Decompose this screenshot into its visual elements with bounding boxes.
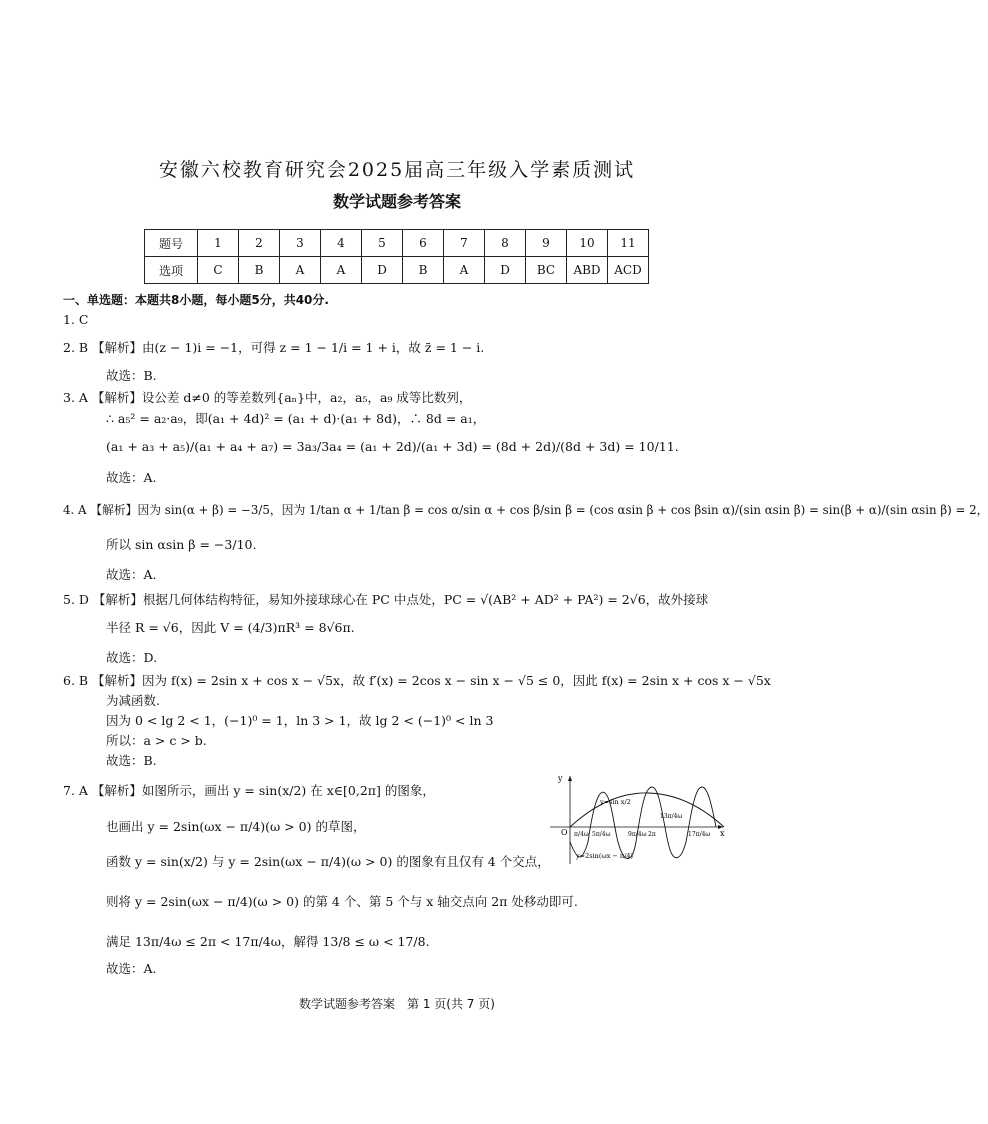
- q7-solution-line: 7. A 【解析】如图所示，画出 y = sin(x/2) 在 x∈[0,2π] 的图象，: [63, 783, 435, 798]
- q2-choice: 故选：B.: [106, 368, 157, 383]
- q5-solution-line: 半径 R = √6，因此 V = (4/3)πR³ = 8√6π.: [106, 620, 355, 635]
- page-subtitle: 数学试题参考答案: [332, 192, 461, 211]
- answer-table-number-row: [145, 230, 649, 257]
- tick-label: π/4ω: [574, 831, 589, 838]
- sine-omega-curve: [570, 787, 716, 859]
- q7-choice: 故选：A.: [106, 961, 157, 976]
- answer-cell: A: [444, 257, 485, 284]
- q4-solution-line: 4. A 【解析】因为 sin(α + β) = −3/5，因为 1/tan α + 1/tan β = cos α/sin α + cos β/sin β = (cos αsin β + cos βsin α)/(sin αsin β) = sin(β + α)/(sin αsin β) = 2，: [63, 503, 988, 517]
- q4-solution-line: 所以 sin αsin β = −3/10.: [106, 537, 257, 552]
- q7-solution-line: 则将 y = 2sin(ωx − π/4)(ω > 0) 的第 4 个、第 5 个与 x 轴交点向 2π 处移动即可.: [106, 894, 578, 909]
- q6-solution-line: 所以：a > c > b.: [106, 733, 207, 748]
- q2-solution: 2. B 【解析】由(z − 1)i = −1，可得 z = 1 − 1/i = 1 + i，故 z̄ = 1 − i.: [63, 340, 485, 355]
- tick-label: 5π/4ω: [592, 831, 611, 838]
- q3-solution-line: ∴ a₅² = a₂·a₉，即(a₁ + 4d)² = (a₁ + d)·(a₁ + 8d)，∴ 8d = a₁，: [106, 411, 486, 426]
- tick-label: 17π/4ω: [688, 831, 711, 838]
- answer-cell: D: [362, 257, 403, 284]
- tick-label: 9π/4ω: [628, 831, 647, 838]
- y-axis-label: y: [558, 774, 563, 783]
- origin-label: O: [561, 828, 568, 837]
- q6-choice: 故选：B.: [106, 753, 157, 768]
- curve-label: y=sin x/2: [600, 798, 631, 806]
- tick-label: 13π/4ω: [660, 813, 683, 820]
- q7-graph-figure: [548, 772, 728, 867]
- page-footer: 数学试题参考答案 第 1 页(共 7 页): [299, 997, 495, 1011]
- answer-cell: C: [198, 257, 239, 284]
- q7-solution-line: 函数 y = sin(x/2) 与 y = 2sin(ωx − π/4)(ω > 0) 的图象有且仅有 4 个交点，: [106, 854, 550, 869]
- y-axis-arrow: [568, 776, 572, 781]
- answer-table: [144, 229, 649, 284]
- curve-label: y=2sin(ωx − π/4): [576, 852, 634, 860]
- tick-label: 2π: [648, 831, 656, 838]
- question-number: 7: [444, 230, 485, 257]
- q3-solution-line: (a₁ + a₃ + a₅)/(a₁ + a₄ + a₇) = 3a₃/3a₄ = (a₁ + 2d)/(a₁ + 3d) = (8d + 2d)/(8d + 3d) = 10/11.: [106, 439, 679, 454]
- answer-cell: BC: [526, 257, 567, 284]
- question-number: 1: [198, 230, 239, 257]
- q1-answer: 1. C: [63, 312, 89, 327]
- question-number: 6: [403, 230, 444, 257]
- q7-solution-line: 满足 13π/4ω ≤ 2π < 17π/4ω，解得 13/8 ≤ ω < 17/8.: [106, 934, 430, 949]
- section-heading: 一、单选题：本题共8小题，每小题5分，共40分.: [63, 293, 329, 307]
- q6-solution-line: 6. B 【解析】因为 f(x) = 2sin x + cos x − √5x，故 f′(x) = 2cos x − sin x − √5 ≤ 0，因此 f(x) = 2sin x + cos x − √5x: [63, 673, 771, 688]
- answer-cell: D: [485, 257, 526, 284]
- q6-solution-line: 因为 0 < lg 2 < 1，(−1)⁰ = 1，ln 3 > 1，故 lg 2 < (−1)⁰ < ln 3: [106, 713, 494, 728]
- answer-cell: B: [403, 257, 444, 284]
- row-label: 选项: [145, 257, 198, 284]
- question-number: 2: [239, 230, 280, 257]
- sin-half-curve: [570, 793, 724, 827]
- question-number: 11: [608, 230, 649, 257]
- x-axis-label: x: [720, 829, 725, 838]
- page-title: 安徽六校教育研究会2025届高三年级入学素质测试: [158, 159, 636, 181]
- answer-cell: A: [321, 257, 362, 284]
- question-number: 9: [526, 230, 567, 257]
- answer-cell: ABD: [567, 257, 608, 284]
- q3-solution-line: 3. A 【解析】设公差 d≠0 的等差数列{aₙ}中，a₂，a₅，a₉ 成等比数列，: [63, 390, 472, 405]
- q5-choice: 故选：D.: [106, 650, 158, 665]
- question-number: 4: [321, 230, 362, 257]
- q4-choice: 故选：A.: [106, 567, 157, 582]
- answer-cell: ACD: [608, 257, 649, 284]
- q3-choice: 故选：A.: [106, 470, 157, 485]
- answer-cell: B: [239, 257, 280, 284]
- answer-table-answer-row: [145, 257, 649, 284]
- answer-cell: A: [280, 257, 321, 284]
- question-number: 5: [362, 230, 403, 257]
- row-label: 题号: [145, 230, 198, 257]
- q7-solution-line: 也画出 y = 2sin(ωx − π/4)(ω > 0) 的草图，: [106, 819, 366, 834]
- q6-solution-line: 为减函数.: [106, 693, 160, 708]
- question-number: 8: [485, 230, 526, 257]
- question-number: 10: [567, 230, 608, 257]
- question-number: 3: [280, 230, 321, 257]
- q5-solution-line: 5. D 【解析】根据几何体结构特征，易知外接球球心在 PC 中点处，PC = √(AB² + AD² + PA²) = 2√6，故外接球: [63, 592, 709, 607]
